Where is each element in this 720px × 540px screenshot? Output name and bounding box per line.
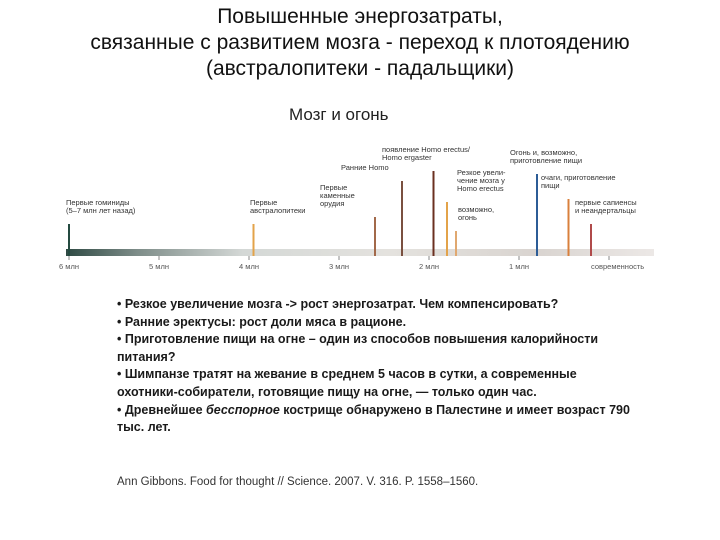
bullet-2: • Ранние эректусы: рост доли мяса в рационе. [117, 314, 407, 329]
timeline-bar [66, 249, 654, 256]
event-label-2: Первые австралопитеки [250, 198, 306, 215]
axis-tick-label-1: 6 млн [59, 262, 79, 271]
bullet-3: • Приготовление пищи на огне – один из способов повышения калорийности питания? [117, 332, 599, 364]
bullet-5: • Древнейшее бесспорное кострище обнаружено в Палестине и имеет возраст 790 тыс. лет. [117, 402, 630, 435]
event-label-9: очаги, приготовление пищи [541, 173, 616, 190]
event-label-7: возможно, огонь [458, 205, 495, 222]
event-label-5: появление Homo erectus/ Homo ergaster [382, 145, 471, 162]
slide-title-line-1: Повышенные энергозатраты, [217, 5, 503, 28]
event-label-6: Резкое увели-чение мозга у Homo erectus [457, 168, 506, 193]
bullet-4: • Шимпанзе тратят на жевание в среднем 5 часов в сутки, а современные охотники-собиратели, готовящие пищу на огне, — только один час. [117, 367, 577, 399]
event-label-10: первые сапиенсы и неандертальцы [575, 198, 637, 215]
axis-tick-label-6: 1 млн [509, 262, 529, 271]
event-label-3: Первые каменные орудия [320, 183, 355, 208]
body-text [117, 296, 637, 437]
event-label-4: Ранние Homo [341, 163, 389, 172]
axis-tick-label-4: 3 млн [329, 262, 349, 271]
event-label-8: Огонь и, возможно, приготовление пищи [510, 148, 583, 165]
axis-tick-label-5: 2 млн [419, 262, 439, 271]
citation: Ann Gibbons. Food for thought // Science. 2007. V. 316. P. 1558–1560. [117, 476, 479, 488]
axis-tick-label-7: современность [591, 262, 645, 271]
bullet-5-emphasis: бесспорное [206, 402, 280, 417]
slide-title-line-2: связанные с развитием мозга - переход к плотоядению [90, 31, 630, 54]
figure-title: Мозг и огонь [289, 105, 389, 124]
event-label-1: Первые гоминиды (5–7 млн лет назад) [66, 198, 136, 215]
bullet-1: • Резкое увеличение мозга -> рост энергозатрат. Чем компенсировать? [117, 297, 559, 311]
slide-title-line-3: (австралопитеки - падальщики) [205, 57, 515, 80]
axis-tick-label-3: 4 млн [239, 262, 259, 271]
axis-tick-label-2: 5 млн [149, 262, 169, 271]
